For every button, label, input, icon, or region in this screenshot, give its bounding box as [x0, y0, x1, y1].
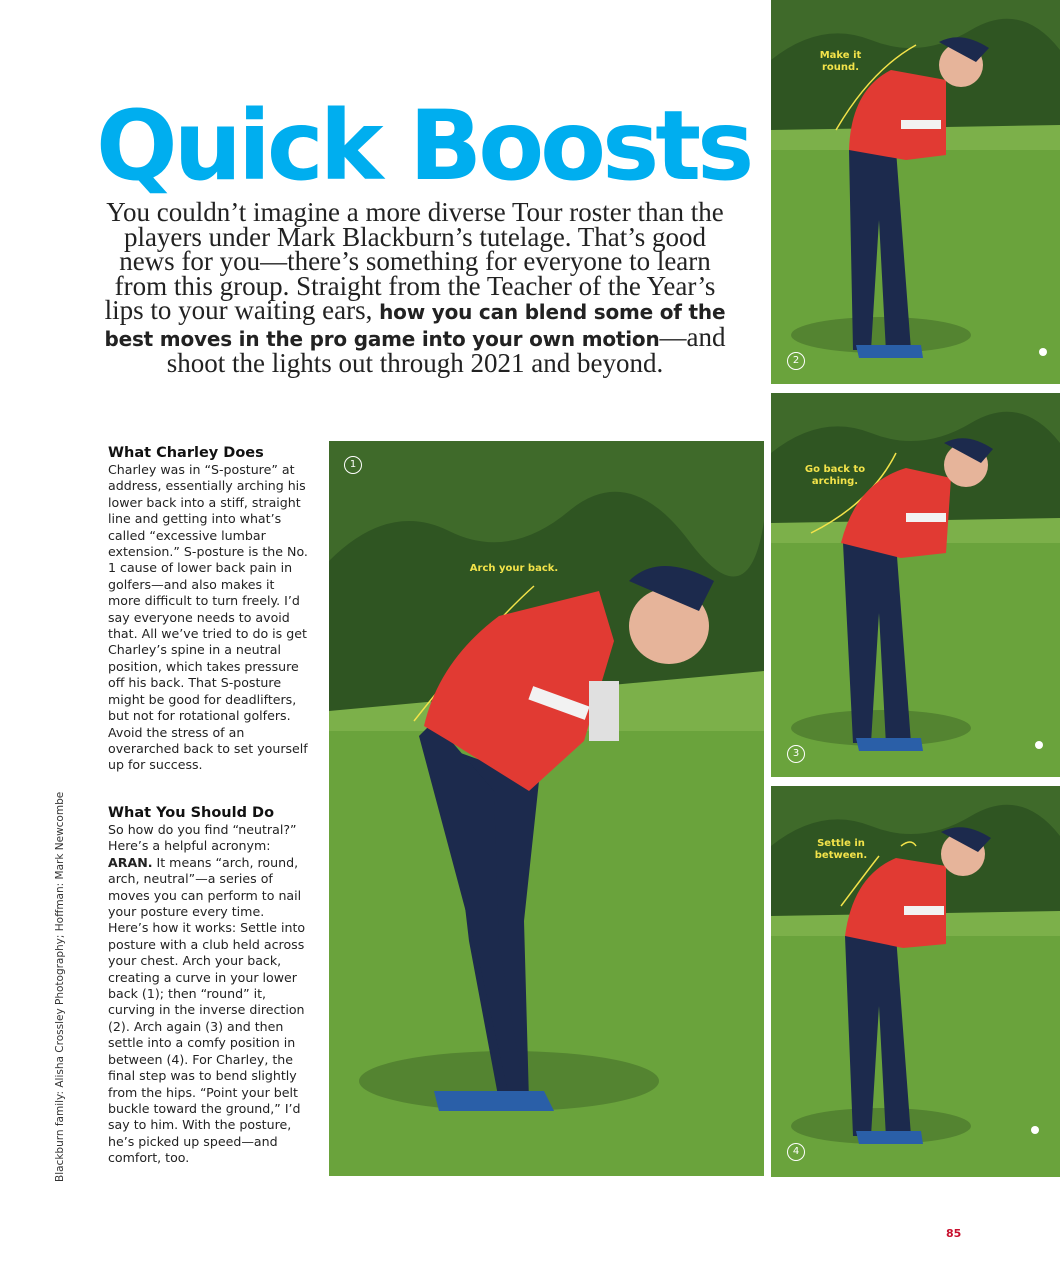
section-body: [108, 822, 308, 1167]
photo-caption: Arch your back.: [469, 563, 559, 574]
photo-3: [771, 393, 1060, 777]
golfer-illustration: [329, 441, 764, 1176]
body-text: So how do you find “neutral?” Here’s a helpful acronym:: [108, 822, 297, 854]
photo-number: 1: [344, 456, 362, 474]
photo-4: [771, 786, 1060, 1177]
dek-outro: —and shoot the lights out through 2021 and beyond.: [166, 321, 726, 378]
photo-number: 4: [787, 1143, 805, 1161]
dek: [100, 197, 730, 378]
photo-2: [771, 0, 1060, 384]
section-what-charley-does: [108, 444, 308, 774]
section-heading: What You Should Do: [108, 805, 275, 821]
section-heading: What Charley Does: [108, 445, 264, 461]
golfer-illustration: [771, 393, 1060, 777]
photo-number: 3: [787, 745, 805, 763]
photo-number: 2: [787, 352, 805, 370]
body-text: It means “arch, round, arch, neutral”—a series of moves you can perform to nail your posture every time. Here’s how it works: Settle into posture with a club held across your chest. Arch your back, creating a curve in your lower back (1); then “round” it, curving in the inverse direction (2). Arch again (3) and then settle into a comfy position in between (4). For Charley, the final step was to bend slightly from the hips. “Point your belt buckle toward the ground,” I’d say to him. With the posture, he’s picked up speed—and comfort, too.: [108, 854, 306, 1166]
page-number: 85: [946, 1227, 962, 1240]
dek-intro: You couldn’t imagine a more diverse Tour roster than the players under Mark Blackburn’s tutelage. That’s good news for you—there’s something for everyone to learn from this group. Straight from the Teacher of the Year’s lips to your waiting ears,: [104, 197, 724, 325]
acronym: ARAN.: [108, 854, 153, 870]
photo-credit: Blackburn family: Alisha Crossley Photography; Hoffman: Mark Newcombe: [54, 791, 66, 1182]
dek-bold: how you can blend some of the best moves in the pro game into your own motion: [104, 300, 726, 351]
photo-caption: Settle in between.: [814, 838, 868, 861]
headline: Quick Boosts: [96, 90, 751, 202]
section-what-you-should-do: [108, 804, 308, 1167]
section-body: Charley was in “S-posture” at address, essentially arching his lower back into a stiff, straight line and getting into what’s called “excessive lumbar extension.” S-posture is the No. 1 cause of lower back pain in golfers—and also makes it more difficult to turn freely. I’d say everyone needs to avoid that. All we’ve tried to do is get Charley’s spine in a neutral position, which takes pressure off his back. That S-posture might be good for deadlifters, but not for rotational golfers. Avoid the stress of an overarched back to set yourself up for success.: [108, 462, 308, 773]
photo-1: [329, 441, 764, 1176]
photo-caption: Go back to arching.: [804, 464, 866, 487]
photo-caption: Make it round.: [819, 50, 862, 73]
